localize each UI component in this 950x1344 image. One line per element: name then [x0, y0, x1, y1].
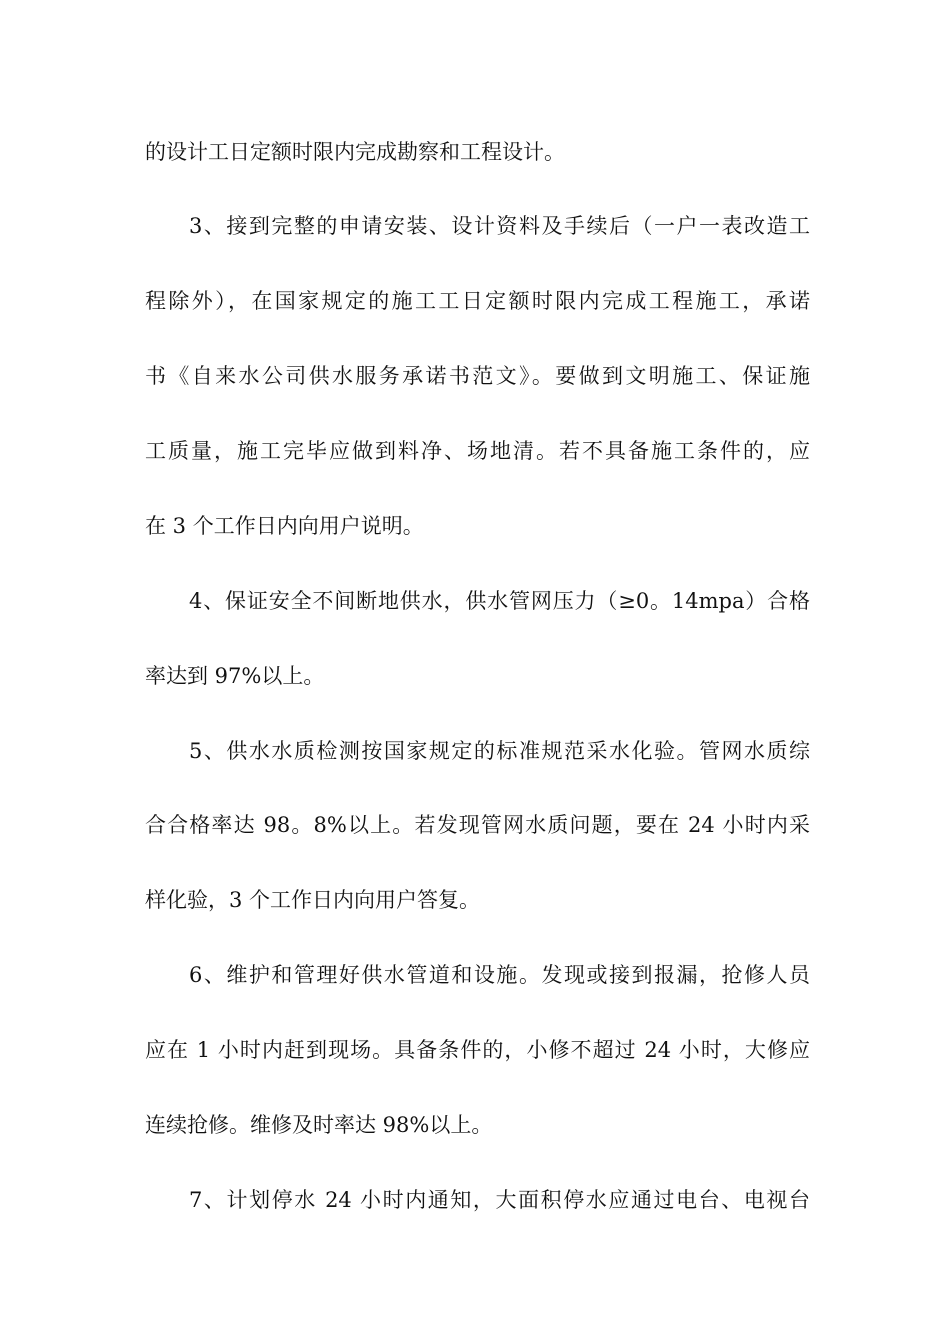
- paragraph-7-line: 7、计划停水 24 小时内通知，大面积停水应通过电台、电视台: [189, 1188, 810, 1212]
- paragraph-6-line: 6、维护和管理好供水管道和设施。发现或接到报漏，抢修人员: [189, 963, 810, 987]
- paragraph-5-line: 5、供水水质检测按国家规定的标准规范采水化验。管网水质综: [189, 739, 810, 763]
- paragraph-3-line: 3、接到完整的申请安装、设计资料及手续后（一户一表改造工: [189, 214, 810, 238]
- text-line: 样化验，3 个工作日内向用户答复。: [145, 888, 481, 912]
- text-line: 书《自来水公司供水服务承诺书范文》。要做到文明施工、保证施: [145, 364, 810, 388]
- text-line: 合合格率达 98。8%以上。若发现管网水质问题，要在 24 小时内采: [145, 813, 810, 837]
- text-line: 应在 1 小时内赶到现场。具备条件的，小修不超过 24 小时，大修应: [145, 1038, 810, 1062]
- paragraph-4-line: 4、保证安全不间断地供水，供水管网压力（≥0。14mpa）合格: [189, 589, 810, 613]
- text-line: 连续抢修。维修及时率达 98%以上。: [145, 1113, 493, 1137]
- text-line: 率达到 97%以上。: [145, 664, 325, 688]
- text-line: 在 3 个工作日内向用户说明。: [145, 514, 424, 538]
- text-line: 的设计工日定额时限内完成勘察和工程设计。: [145, 140, 565, 164]
- text-line: 程除外），在国家规定的施工工日定额时限内完成工程施工，承诺: [145, 289, 810, 313]
- text-line: 工质量，施工完毕应做到料净、场地清。若不具备施工条件的，应: [145, 439, 810, 463]
